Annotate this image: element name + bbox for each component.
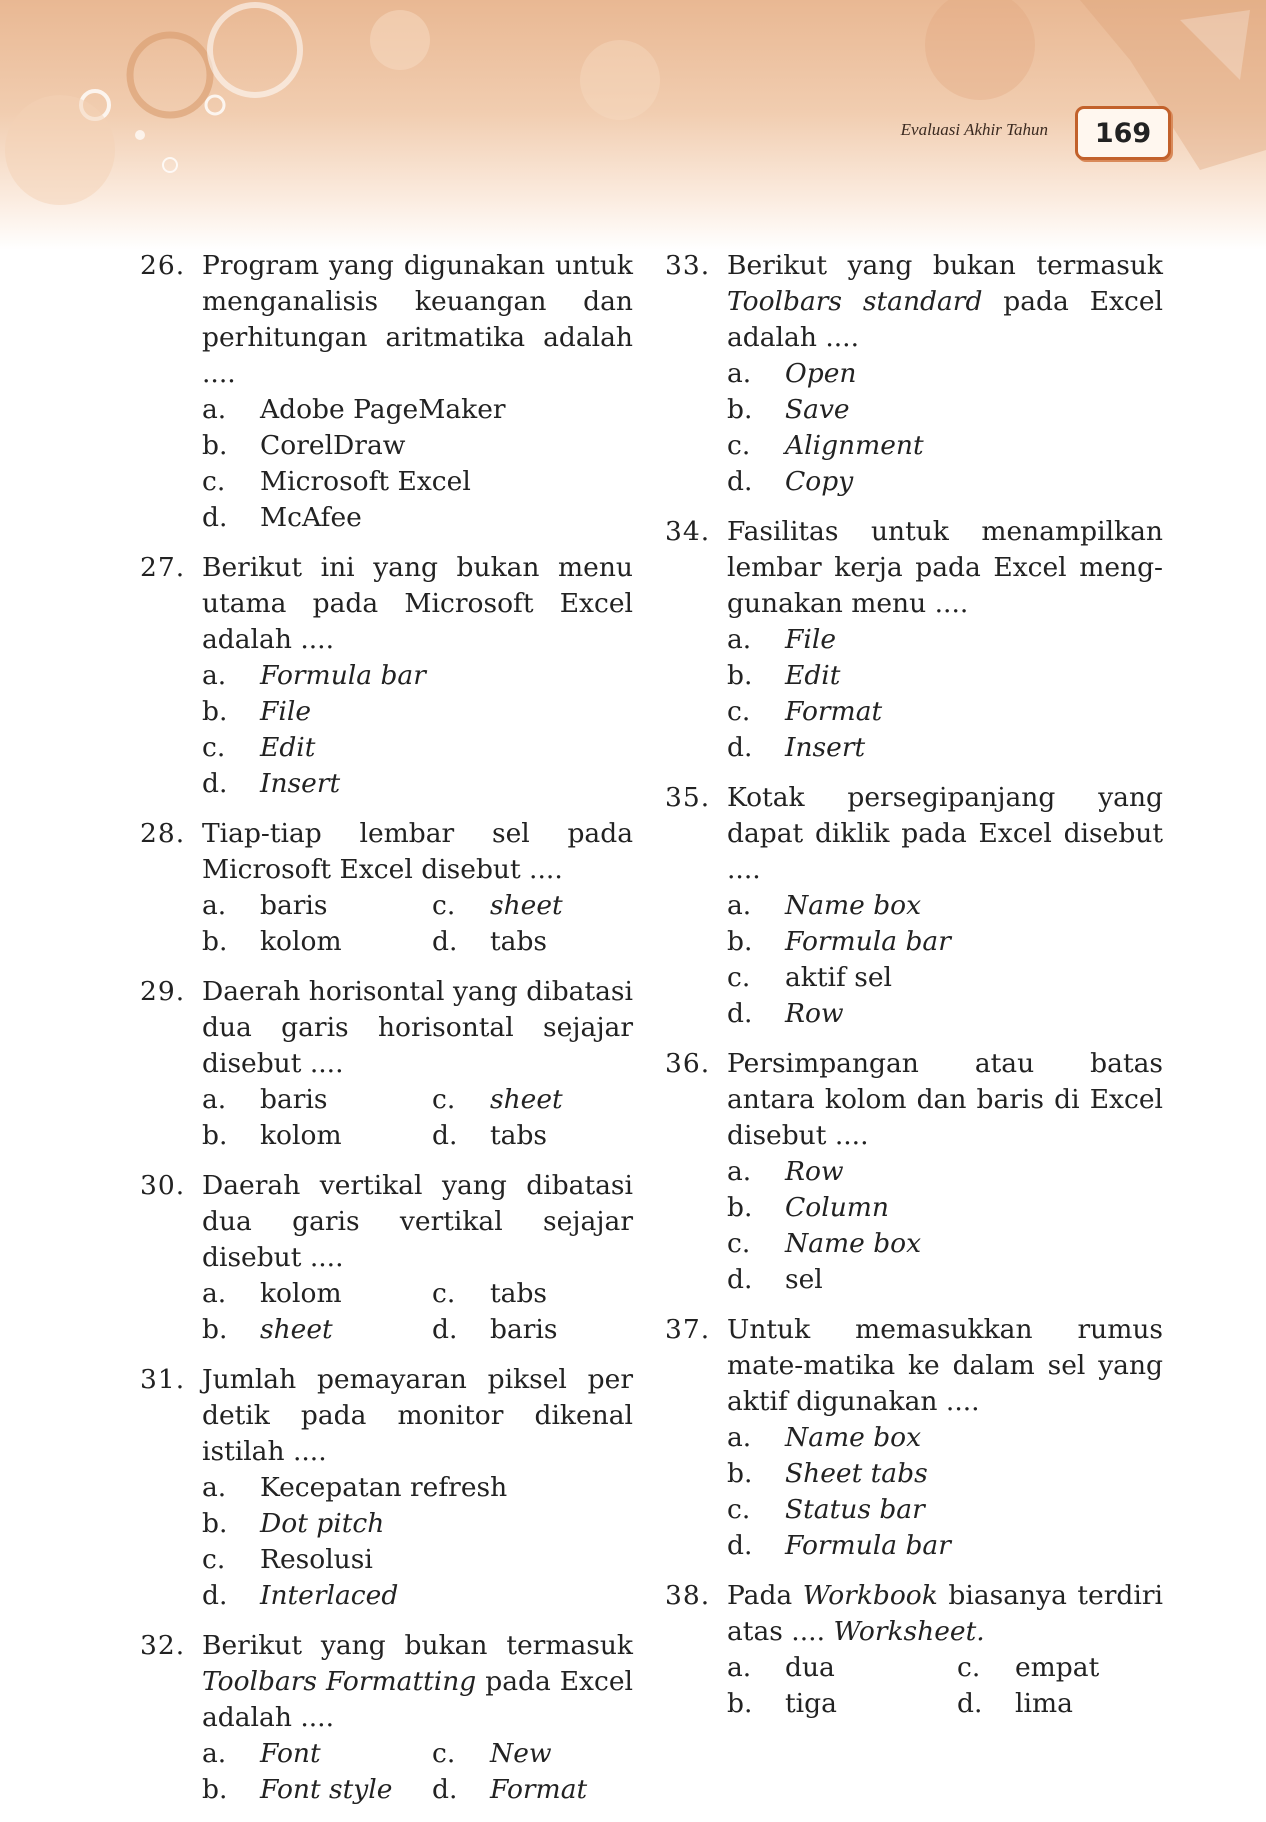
option: c. sheet (432, 1084, 563, 1115)
question-text: Jumlah pemayaran piksel per detik pada monitor dikenal istilah .... (202, 1364, 633, 1467)
option: b. CorelDraw (202, 430, 406, 461)
question-text: Program yang digunakan untuk menganalisis keuangan dan perhitungan aritmatika adalah .... (202, 250, 633, 389)
question-number: 29. (140, 976, 186, 1007)
option: b. tiga (727, 1688, 837, 1719)
option: a. Formula bar (202, 660, 426, 691)
question-number: 27. (140, 552, 186, 583)
option: d. Copy (727, 466, 854, 497)
option: a. Name box (727, 890, 922, 921)
question-text: Berikut yang bukan termasuk Toolbars Formatting pada Excel adalah .... (202, 1630, 633, 1733)
question-number: 31. (140, 1364, 186, 1395)
option: d. tabs (432, 1120, 548, 1151)
question-number: 33. (665, 250, 711, 281)
option: d. Row (727, 998, 844, 1029)
option: a. kolom (202, 1278, 342, 1309)
option: c. Resolusi (202, 1544, 373, 1575)
option: b. Sheet tabs (727, 1458, 928, 1489)
question-28 (140, 816, 633, 960)
question-33 (665, 248, 1163, 500)
option: c. sheet (432, 890, 563, 921)
option: d. tabs (432, 926, 548, 957)
option: c. tabs (432, 1278, 548, 1309)
question-text: Persimpangan atau batas antara kolom dan baris di Excel disebut .... (727, 1048, 1163, 1151)
question-27 (140, 550, 633, 802)
option: d. Insert (202, 768, 341, 799)
option: a. Kecepatan refresh (202, 1472, 508, 1503)
question-38 (665, 1578, 1163, 1722)
question-number: 28. (140, 818, 186, 849)
option: a. baris (202, 890, 328, 921)
question-34 (665, 514, 1163, 766)
option: a. Open (727, 358, 857, 389)
option: c. Edit (202, 732, 316, 763)
option: c. aktif sel (727, 962, 892, 993)
option: b. Column (727, 1192, 889, 1223)
option: b. kolom (202, 1120, 342, 1151)
question-29 (140, 974, 633, 1154)
option: b. kolom (202, 926, 342, 957)
option: c. empat (957, 1652, 1100, 1683)
question-number: 32. (140, 1630, 186, 1661)
option: d. Interlaced (202, 1580, 399, 1611)
option: a. Font (202, 1738, 321, 1769)
option: a. dua (727, 1652, 835, 1683)
right-column (665, 248, 1163, 1736)
question-31 (140, 1362, 633, 1614)
option: b. Formula bar (727, 926, 951, 957)
question-36 (665, 1046, 1163, 1298)
question-number: 37. (665, 1314, 711, 1345)
question-text: Berikut ini yang bukan menu utama pada Microsoft Excel adalah .... (202, 552, 633, 655)
option: c. Name box (727, 1228, 922, 1259)
question-number: 38. (665, 1580, 711, 1611)
option: b. Edit (727, 660, 841, 691)
option: c. Format (727, 696, 883, 727)
question-text: Pada Workbook biasanya terdiri atas .... Worksheet. (727, 1580, 1163, 1647)
question-number: 26. (140, 250, 186, 281)
option: a. baris (202, 1084, 328, 1115)
running-head: Evaluasi Akhir Tahun (900, 120, 1048, 139)
option: c. New (432, 1738, 552, 1769)
question-number: 34. (665, 516, 711, 547)
question-35 (665, 780, 1163, 1032)
question-number: 30. (140, 1170, 186, 1201)
option: c. Microsoft Excel (202, 466, 471, 497)
option: c. Status bar (727, 1494, 925, 1525)
option: d. Formula bar (727, 1530, 951, 1561)
question-32 (140, 1628, 633, 1808)
option: a. Name box (727, 1422, 922, 1453)
option: b. sheet (202, 1314, 333, 1345)
question-30 (140, 1168, 633, 1348)
option: d. lima (957, 1688, 1073, 1719)
option: b. Font style (202, 1774, 393, 1805)
option: a. File (727, 624, 837, 655)
question-number: 36. (665, 1048, 711, 1079)
option: d. baris (432, 1314, 558, 1345)
option: d. sel (727, 1264, 823, 1295)
question-text: Daerah vertikal yang dibatasi dua garis vertikal sejajar disebut .... (202, 1170, 633, 1273)
question-text: Untuk memasukkan rumus mate-matika ke dalam sel yang aktif digunakan .... (727, 1314, 1163, 1417)
question-26 (140, 248, 633, 536)
question-37 (665, 1312, 1163, 1564)
option: b. File (202, 696, 312, 727)
option: a. Row (727, 1156, 844, 1187)
question-text: Kotak persegipanjang yang dapat diklik pada Excel disebut .... (727, 782, 1163, 885)
question-text: Berikut yang bukan termasuk Toolbars standard pada Excel adalah .... (727, 250, 1163, 353)
page-number: 169 (1075, 106, 1171, 160)
question-text: Daerah horisontal yang dibatasi dua garis horisontal sejajar disebut .... (202, 976, 633, 1079)
option: b. Save (727, 394, 850, 425)
option: c. Alignment (727, 430, 924, 461)
option: d. Insert (727, 732, 866, 763)
option: a. Adobe PageMaker (202, 394, 506, 425)
question-text: Fasilitas untuk menampilkan lembar kerja pada Excel meng-gunakan menu .... (727, 516, 1163, 619)
left-column (140, 248, 633, 1822)
question-number: 35. (665, 782, 711, 813)
option: d. Format (432, 1774, 588, 1805)
question-text: Tiap-tiap lembar sel pada Microsoft Excel disebut .... (202, 818, 633, 885)
option: d. McAfee (202, 502, 362, 533)
option: b. Dot pitch (202, 1508, 385, 1539)
